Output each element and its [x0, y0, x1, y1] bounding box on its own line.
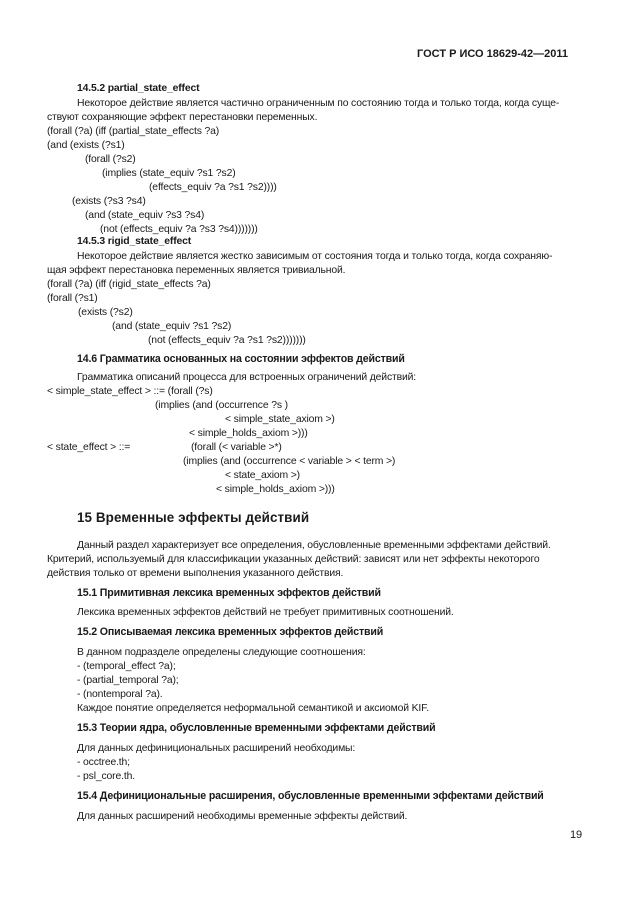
text-line: (exists (?s3 ?s4) — [72, 196, 146, 207]
text-line: Лексика временных эффектов действий не требует примитивных соотношений. — [77, 607, 454, 618]
document-header: ГОСТ Р ИСО 18629-42—2011 — [417, 48, 569, 60]
section-heading: 14.6 Грамматика основанных на состоянии эффектов действий — [77, 353, 405, 365]
text-line: (implies (state_equiv ?s1 ?s2) — [102, 168, 236, 179]
text-line: < simple_holds_axiom >))) — [216, 484, 335, 495]
section-heading: 15.3 Теории ядра, обусловленные временными эффектами действий — [77, 722, 436, 734]
text-line: (exists (?s2) — [78, 307, 133, 318]
section-heading: 15.2 Описываемая лексика временных эффектов действий — [77, 626, 384, 638]
text-line: Каждое понятие определяется неформальной семантикой и аксиомой KIF. — [77, 703, 429, 714]
text-line: (not (effects_equiv ?a ?s1 ?s2))))))) — [148, 335, 306, 346]
text-line: (implies (and (occurrence < variable > < term >) — [183, 456, 396, 467]
text-line: Для данных дефинициональных расширений необходимы: — [77, 743, 356, 754]
page-number: 19 — [570, 829, 582, 841]
text-line: (forall (?a) (iff (rigid_state_effects ?a) — [47, 279, 211, 290]
text-line: Грамматика описаний процесса для встроенных ограничений действий: — [77, 372, 417, 383]
text-line: Критерий, используемый для классификации указанных действий: зависят или нет эффекты некоторого — [47, 554, 540, 565]
text-line: ствуют сохраняющие эффект перестановки переменных. — [47, 112, 318, 123]
section-heading: 15.4 Дефинициональные расширения, обусловленные временными эффектами действий — [77, 790, 544, 802]
text-line: < simple_state_effect > ::= (forall (?s) — [47, 386, 213, 397]
text-line: - (nontemporal ?a). — [77, 689, 163, 700]
text-line: (forall (< variable >*) — [191, 442, 282, 453]
section-heading: 14.5.3 rigid_state_effect — [77, 236, 192, 247]
text-line: (not (effects_equiv ?a ?s3 ?s4))))))) — [100, 224, 258, 235]
text-line: (and (exists (?s1) — [47, 140, 125, 151]
text-line: В данном подразделе определены следующие соотношения: — [77, 647, 366, 658]
text-line: Данный раздел характеризует все определения, обусловленные временными эффектами действий. — [77, 540, 551, 551]
text-line: Для данных расширений необходимы временные эффекты действий. — [77, 811, 408, 822]
section-heading: 14.5.2 partial_state_effect — [77, 83, 200, 94]
section-heading: 15 Временные эффекты действий — [77, 510, 310, 525]
text-line: < simple_state_axiom >) — [225, 414, 335, 425]
text-line: щая эффект перестановка переменных является тривиальной. — [47, 265, 346, 276]
text-line: Некоторое действие является жестко зависимым от состояния тогда и только тогда, когда сохраняю- — [77, 251, 553, 262]
text-line: (forall (?s2) — [85, 154, 136, 165]
text-line: (forall (?s1) — [47, 293, 98, 304]
text-line: - (temporal_effect ?a); — [77, 661, 176, 672]
text-line: - psl_core.th. — [77, 771, 135, 782]
text-line: действия только от времени выполнения указанного действия. — [47, 568, 344, 579]
text-line: (forall (?a) (iff (partial_state_effects ?a) — [47, 126, 220, 137]
text-line: < simple_holds_axiom >))) — [189, 428, 308, 439]
text-line: (effects_equiv ?a ?s1 ?s2)))) — [149, 182, 277, 193]
text-line: (and (state_equiv ?s1 ?s2) — [112, 321, 232, 332]
text-line: (and (state_equiv ?s3 ?s4) — [85, 210, 205, 221]
text-line: - (partial_temporal ?a); — [77, 675, 179, 686]
section-heading: 15.1 Примитивная лексика временных эффектов действий — [77, 587, 381, 599]
text-line: < state_effect > ::= — [47, 442, 131, 453]
text-line: (implies (and (occurrence ?s ) — [155, 400, 288, 411]
text-line: Некоторое действие является частично ограниченным по состоянию тогда и только тогда, когда суще- — [77, 98, 560, 109]
text-line: - occtree.th; — [77, 757, 130, 768]
text-line: < state_axiom >) — [225, 470, 300, 481]
